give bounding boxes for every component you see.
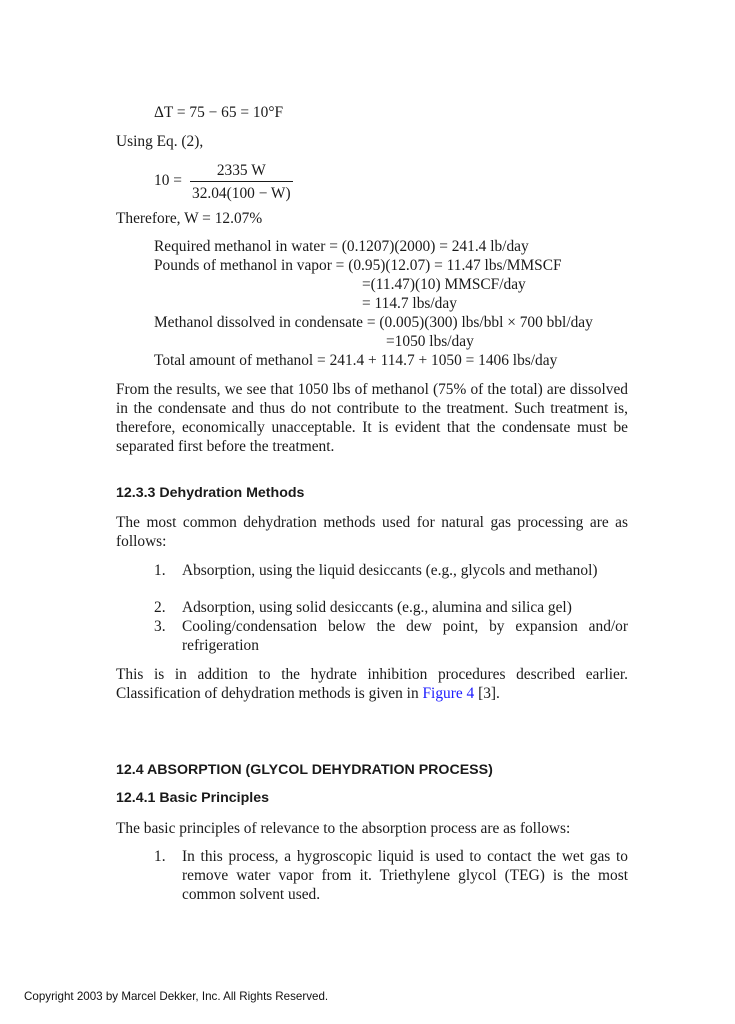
- therefore-text: Therefore, W = 12.07%: [116, 210, 263, 227]
- dehydration-intro: The most common dehydration methods used for natural gas processing are as follows:: [116, 514, 628, 550]
- list-number: 3.: [154, 618, 166, 635]
- list-text: In this process, a hygroscopic liquid is used to contact the wet gas to remove water vapor from it. Triethylene glycol (TEG) is the most common solvent used.: [182, 848, 628, 903]
- section-heading-12-4: 12.4 ABSORPTION (GLYCOL DEHYDRATION PROCESS): [116, 762, 493, 778]
- calc-line-condensate-total: =1050 lbs/day: [386, 333, 474, 350]
- calc-line-vapor-daily: =(11.47)(10) MMSCF/day: [362, 276, 526, 293]
- calc-line-vapor-total: = 114.7 lbs/day: [362, 295, 457, 312]
- calc-line-pounds-vapor: Pounds of methanol in vapor = (0.95)(12.07) = 11.47 lbs/MMSCF: [154, 257, 562, 274]
- results-paragraph: From the results, we see that 1050 lbs of methanol (75% of the total) are dissolved in the condensate and thus do not contribute to the treatment. Such treatment is, therefore, economically unacceptable. It is evident that the condensate must be separated first before the treatment.: [116, 381, 628, 455]
- calc-line-total-methanol: Total amount of methanol = 241.4 + 114.7 + 1050 = 1406 lbs/day: [154, 352, 558, 369]
- basic-principles-intro: The basic principles of relevance to the absorption process are as follows:: [116, 820, 571, 837]
- figure-4-link[interactable]: Figure 4: [422, 685, 475, 702]
- calc-line-condensate: Methanol dissolved in condensate = (0.005)(300) lbs/bbl × 700 bbl/day: [154, 314, 593, 331]
- fraction: [190, 161, 293, 203]
- list-text: Absorption, using the liquid desiccants (e.g., glycols and methanol): [182, 562, 598, 579]
- list-number: 2.: [154, 599, 166, 616]
- classification-paragraph: [116, 665, 628, 703]
- list-text: Adsorption, using solid desiccants (e.g., alumina and silica gel): [182, 599, 572, 616]
- fraction-denominator: 32.04(100 − W): [192, 185, 291, 202]
- equation-delta-t: ΔT = 75 − 65 = 10°F: [154, 104, 284, 121]
- section-heading-12-3-3: 12.3.3 Dehydration Methods: [116, 485, 305, 501]
- fraction-lhs: 10 =: [154, 172, 182, 189]
- fraction-numerator: 2335 W: [216, 162, 266, 179]
- using-equation-text: Using Eq. (2),: [116, 133, 204, 150]
- section-heading-12-4-1: 12.4.1 Basic Principles: [116, 790, 270, 806]
- calc-line-required-methanol: Required methanol in water = (0.1207)(2000) = 241.4 lb/day: [154, 238, 529, 255]
- list-text: Cooling/condensation below the dew point, by expansion and/or refrigeration: [182, 618, 628, 654]
- classification-text: This is in addition to the hydrate inhibition procedures described earlier. Classification of dehydration methods is given in: [116, 666, 628, 702]
- list-number: 1.: [154, 562, 166, 579]
- copyright-footer: Copyright 2003 by Marcel Dekker, Inc. All Rights Reserved.: [24, 990, 329, 1003]
- list-number: 1.: [154, 848, 166, 865]
- fraction-bar: [190, 181, 293, 182]
- classification-citation: [3].: [474, 685, 500, 702]
